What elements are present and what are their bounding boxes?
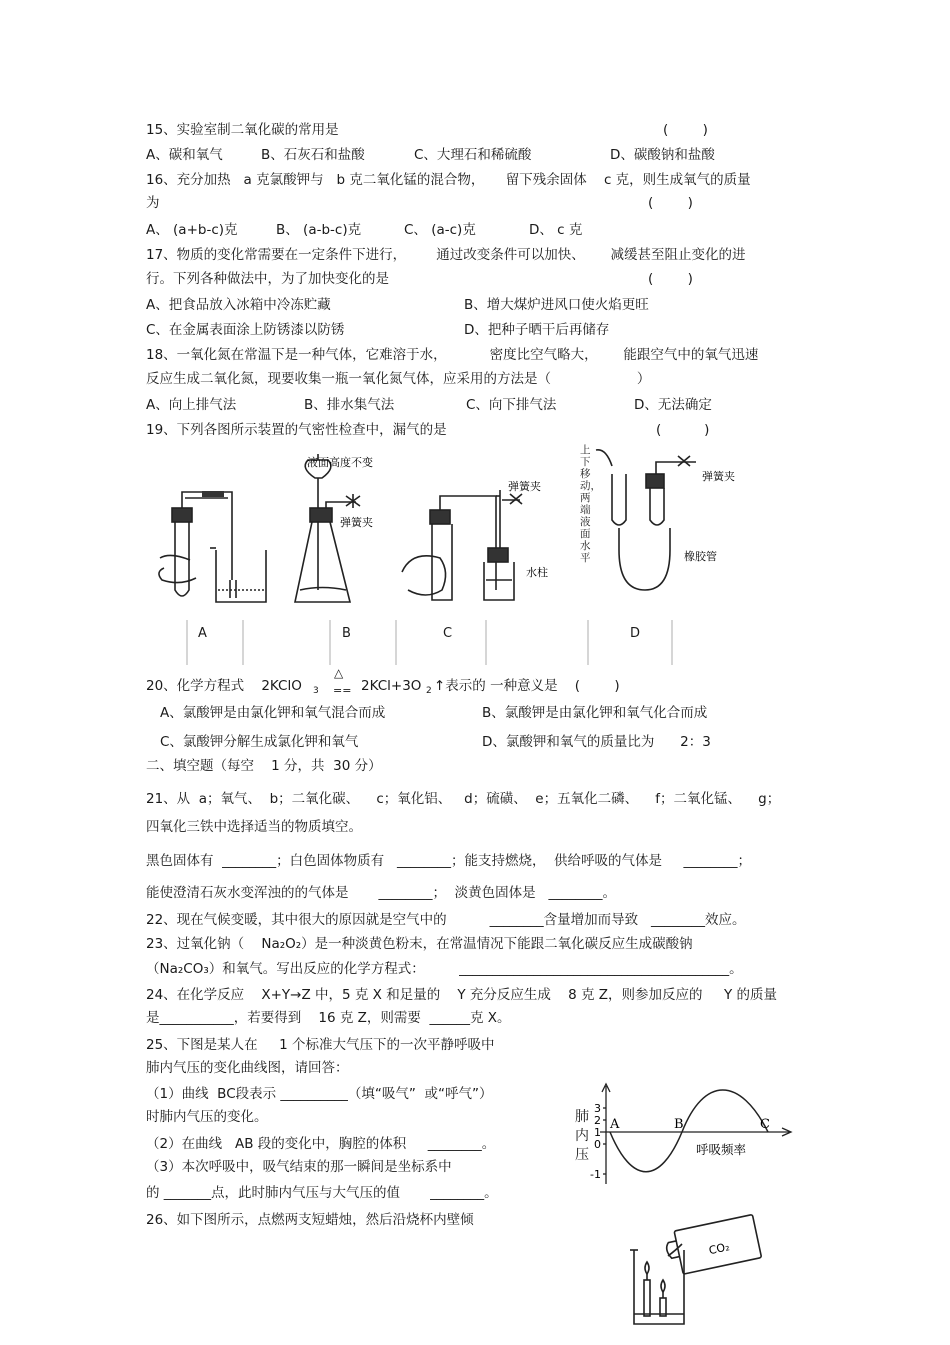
q21-line2: 四氧化三铁中选择适当的物质填空。 [146, 819, 362, 835]
x-axis-label: 呼吸频率 [696, 1142, 747, 1157]
q25-line1: 25、下图是某人在 1 个标准大气压下的一次平静呼吸中 [146, 1037, 495, 1053]
q18-option-b: B、排水集气法 [304, 397, 395, 413]
q15-option-b: B、石灰石和盐酸 [261, 147, 365, 163]
q15-option-c: C、大理石和稀硫酸 [414, 147, 532, 163]
q15-stem: 15、实验室制二氧化碳的常用是 [146, 122, 339, 138]
q18-line2: 反应生成二氧化氮，现要收集一瓶一氧化氮气体，应采用的方法是（ ） [146, 371, 651, 387]
q25-line4: 时肺内气压的变化。 [146, 1109, 268, 1125]
q25-line2: 肺内气压的变化曲线图，请回答： [146, 1060, 349, 1076]
q20-option-a: A、氯酸钾是由氯化钾和氧气混合而成 [160, 705, 386, 721]
point-a-label: A [610, 1117, 620, 1132]
q16-paren: ( ) [648, 195, 693, 211]
q21-line4: 能使澄清石灰水变浑浊的的气体是 ________； 淡黄色固体是 ________。 [146, 885, 616, 901]
co2-label: CO₂ [707, 1240, 731, 1258]
q20-stem-part3: ↑表示的 一种意义是 ( ) [434, 678, 620, 694]
q17-option-c: C、在金属表面涂上防锈漆以防锈 [146, 322, 345, 338]
pressure-curve-graph [570, 1080, 800, 1190]
q16-option-a: A、 (a+b-c)克 [146, 222, 238, 238]
q17-option-b: B、增大煤炉进风口使火焰更旺 [464, 297, 649, 313]
point-c-label: C [760, 1117, 770, 1132]
section2-heading: 二、填空题（每空 1 分，共 30 分） [146, 758, 382, 774]
q23-line2: （Na₂CO₃）和氧气。写出反应的化学方程式： ________________________________________。 [146, 961, 743, 977]
fig-d-tube-label: 橡胶管 [684, 550, 717, 563]
q20-equals: == [333, 684, 352, 697]
ytick-neg1: -1 [590, 1168, 601, 1181]
q25-line5: （2）在曲线 AB 段的变化中，胸腔的体积 ________。 [146, 1136, 496, 1152]
q22-line: 22、现在气候变暖，其中很大的原因就是空气中的 ________含量增加而导致 ________效应。 [146, 912, 746, 928]
fig-label-c: C [443, 626, 453, 641]
q18-option-d: D、无法确定 [634, 397, 712, 413]
q24-line2: 是___________，若要得到 16 克 Z，则需要 ______克 X。 [146, 1010, 511, 1026]
fig-label-d: D [630, 626, 641, 641]
q24-line1: 24、在化学反应 X+Y→Z 中，5 克 X 和足量的 Y 充分反应生成 8 克 Z，则参加反应的 Y 的质量 [146, 987, 777, 1003]
q25-line7: 的 _______点，此时肺内气压与大气压的值 ________。 [146, 1185, 498, 1201]
q17-option-a: A、把食品放入冰箱中冷冻贮藏 [146, 297, 331, 313]
co2-candle-figure [620, 1210, 770, 1330]
ytick-3: 3 [594, 1102, 601, 1115]
q20-stem-part2: 2KCl+3O [361, 678, 422, 694]
q20-sub3: 3 [313, 686, 319, 696]
q19-stem: 19、下列各图所示装置的气密性检查中，漏气的是 [146, 422, 447, 438]
fig-d-clamp-label: 弹簧夹 [702, 470, 735, 483]
q21-line3: 黑色固体有 ________；白色固体物质有 ________；能支持燃烧， 供给呼吸的气体是 ________； [146, 853, 751, 869]
q20-option-c: C、氯酸钾分解生成氯化钾和氧气 [160, 734, 359, 750]
point-b-label: B [674, 1117, 684, 1132]
ytick-0: 0 [594, 1138, 601, 1151]
q17-option-d: D、把种子晒干后再储存 [464, 322, 610, 338]
q15-option-a: A、碳和氧气 [146, 147, 223, 163]
q18-option-a: A、向上排气法 [146, 397, 237, 413]
q17-paren: ( ) [648, 271, 693, 287]
q25-line3: （1）曲线 BC段表示 __________（填“吸气” 或“呼气”） [146, 1086, 493, 1102]
q18-option-c: C、向下排气法 [466, 397, 557, 413]
q15-option-d: D、碳酸钠和盐酸 [610, 147, 715, 163]
q16-line2: 为 [146, 195, 160, 211]
q26-line: 26、如下图所示，点燃两支短蜡烛，然后沿烧杯内壁倾 [146, 1212, 474, 1228]
q16-option-b: B、 (a-b-c)克 [276, 222, 362, 238]
apparatus-c [402, 490, 522, 600]
q15-paren: ( ) [663, 122, 708, 138]
q23-line1: 23、过氧化钠（ Na₂O₂）是一种淡黄色粉末，在常温情况下能跟二氧化碳反应生成碳酸钠 [146, 936, 693, 952]
fig-label-a: A [198, 626, 207, 641]
q16-option-d: D、 c 克 [529, 222, 583, 238]
q17-line2: 行。下列各种做法中，为了加快变化的是 [146, 271, 389, 287]
fig-b-clamp-label: 弹簧夹 [340, 516, 373, 529]
ytick-1: 1 [594, 1126, 601, 1139]
apparatus-d [596, 450, 696, 590]
apparatus-a [159, 491, 266, 602]
fig-b-top-label: 液面高度不变 [307, 456, 373, 469]
fig-label-b: B [342, 626, 351, 641]
q20-sub2: 2 [426, 686, 432, 696]
q19-paren: ( ) [656, 422, 710, 438]
q21-line1: 21、从 a；氧气、 b；二氧化碳、 c；氧化铝、 d；硫磺、 e；五氧化二磷、 f；二氧化锰、 g； [146, 791, 781, 807]
q18-line1: 18、一氧化氮在常温下是一种气体，它难溶于水， 密度比空气略大， 能跟空气中的氧气迅速 [146, 347, 759, 363]
q16-option-c: C、 (a-c)克 [404, 222, 476, 238]
ytick-2: 2 [594, 1114, 601, 1127]
q20-option-d: D、氯酸钾和氧气的质量比为 2：3 [482, 734, 711, 750]
q17-line1: 17、物质的变化常需要在一定条件下进行， 通过改变条件可以加快、 减缓甚至阻止变化的进 [146, 247, 746, 263]
y-axis-label: 肺内压 [575, 1109, 589, 1163]
q16-line1: 16、充分加热 a 克氯酸钾与 b 克二氧化锰的混合物， 留下残余固体 c 克，则生成氧气的质量 [146, 172, 751, 188]
q25-line6: （3）本次呼吸中，吸气结束的那一瞬间是坐标系中 [146, 1159, 452, 1175]
fig-c-water-label: 水柱 [526, 566, 548, 579]
q20-delta: △ [334, 666, 344, 680]
fig-c-clamp-label: 弹簧夹 [508, 480, 541, 493]
q20-stem-part1: 20、化学方程式 2KClO [146, 678, 302, 694]
q20-option-b: B、氯酸钾是由氯化钾和氧气化合而成 [482, 705, 708, 721]
fig-d-side-label: 上下移动，两端液面水平 [580, 444, 601, 564]
